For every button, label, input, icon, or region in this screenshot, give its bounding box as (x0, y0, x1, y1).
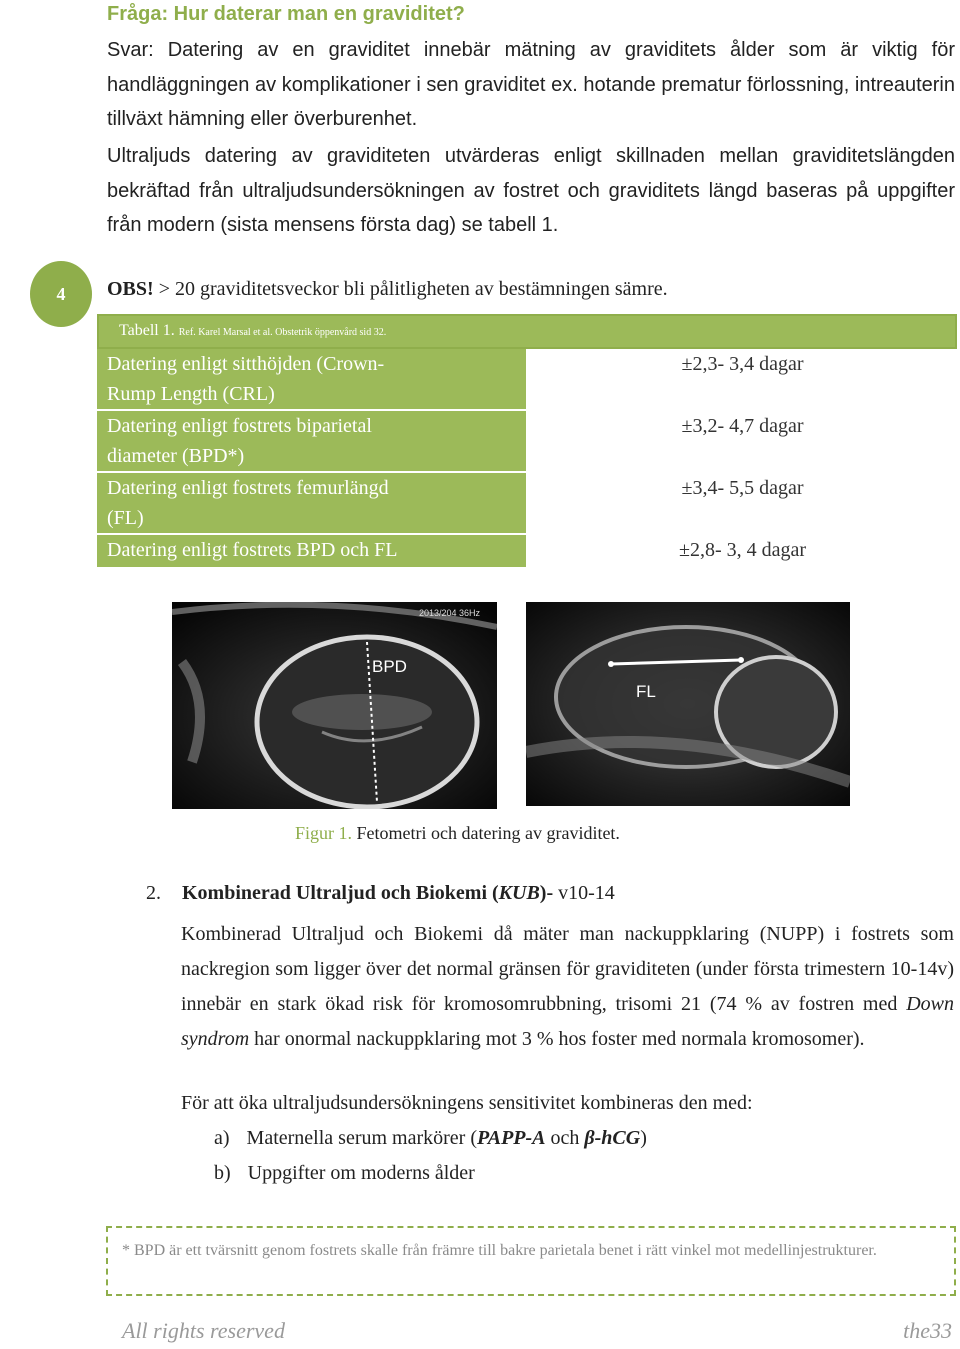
section-number: 2. (146, 882, 161, 904)
table-cell-accuracy: ±3,4- 5,5 dagar (528, 473, 957, 533)
figure-caption-text: Fetometri och datering av graviditet. (352, 823, 620, 843)
table-reference: Ref. Karel Marsal et al. Obstetrik öppenvård sid 32. (178, 327, 387, 338)
ultrasound-paragraph: Ultraljuds datering av graviditeten utvärderas enligt skillnaden mellan graviditetslängden bekräftad från ultraljudsundersökningen av fostret och graviditets längd baseras på uppgifter från modern (sista mensens första dag) se tabell 1. (107, 145, 955, 237)
footer-brand: the33 (903, 1318, 952, 1343)
bpd-label: BPD (372, 657, 407, 676)
section-title-b: )- (539, 882, 554, 904)
table-cell-line: (FL) (107, 507, 144, 529)
table-caption (119, 322, 386, 340)
combine-line: För att öka ultraljudsundersökningens sensitivitet kombineras den med: (181, 1092, 753, 1114)
list-text-och: och (545, 1127, 585, 1149)
section-body-italic: Down syndrom (181, 993, 954, 1050)
figure-caption (295, 823, 620, 844)
table-cell-line: Datering enligt fostrets biparietal (107, 415, 372, 437)
list-text: Uppgifter om moderns ålder (247, 1162, 475, 1184)
table-cell-line: Datering enligt sitthöjden (Crown- (107, 353, 385, 375)
question-heading: Fråga: Hur daterar man en graviditet? (107, 3, 465, 25)
answer-paragraph: Svar: Datering av en graviditet innebär mätning av graviditets ålder som är viktig för handläggningen av komplikationer i sen graviditet ex. hotande prematur förlossning, intreauterin tillväxt hämning eller överburenhet. (107, 39, 955, 131)
footnote-text: * BPD är ett tvärsnitt genom fostrets skalle från främre till bakre parietala benet i rätt vinkel mot medellinjestrukturer. (122, 1242, 877, 1259)
table-cell-method (97, 349, 526, 409)
section-title-c: v10-14 (553, 882, 615, 904)
footnote-box (106, 1226, 956, 1296)
section-title-a: Kombinerad Ultraljud och Biokemi ( (182, 882, 499, 904)
section-body-part1: Kombinerad Ultraljud och Biokemi då mäter man nackuppklaring (NUPP) i fostrets som nackregion som ligger över det normal gränsen för graviditeten (under första trimestern 10-14v) innebär en stark ökad risk för kromosomrubbning, trisomi 21 (74 % av fostren med (181, 923, 954, 1015)
list-item-b (214, 1162, 475, 1185)
table-cell-line: diameter (BPD*) (107, 445, 245, 467)
fl-ultrasound-image (526, 602, 850, 806)
dating-table (97, 314, 957, 569)
table-cell-method (97, 473, 526, 533)
table-row (97, 349, 957, 409)
table-row (97, 473, 957, 533)
table-caption-bar (97, 314, 957, 349)
section-body-part2: har onormal nackuppklaring mot 3 % hos foster med normala kromosomer). (249, 1028, 865, 1050)
papp-a-text: PAPP-A (477, 1127, 546, 1149)
obs-label: OBS! (107, 278, 154, 300)
hcg-text: β-hCG (584, 1127, 641, 1149)
section-body (181, 917, 954, 1057)
table-cell-method (97, 411, 526, 471)
obs-note (107, 278, 668, 301)
table-cell-line: Datering enligt fostrets femurlängd (107, 477, 389, 499)
table-row (97, 535, 957, 567)
obs-text: > 20 graviditetsveckor bli pålitligheten av bestämningen sämre. (153, 278, 668, 300)
table-cell-method: Datering enligt fostrets BPD och FL (97, 535, 526, 567)
image-header-text: 2013/204 36Hz (419, 608, 481, 618)
list-text-close: ) (640, 1127, 647, 1149)
table-cell-line: Rump Length (CRL) (107, 383, 275, 405)
footer-copyright: All rights reserved (122, 1318, 285, 1343)
fl-label: FL (636, 682, 656, 701)
list-marker: a) (214, 1127, 230, 1149)
table-row (97, 411, 957, 471)
page-number: 4 (56, 283, 66, 304)
section-title (146, 882, 615, 905)
table-cell-accuracy: ±2,8- 3, 4 dagar (528, 535, 957, 567)
list-item-a (214, 1127, 647, 1150)
table-cell-accuracy: ±3,2- 4,7 dagar (528, 411, 957, 471)
table-caption-title: Tabell 1. (119, 322, 175, 339)
figure-caption-lead: Figur 1. (295, 823, 353, 843)
bpd-ultrasound-image (172, 602, 497, 809)
table-cell-accuracy: ±2,3- 3,4 dagar (528, 349, 957, 409)
list-marker: b) (214, 1162, 231, 1184)
list-text: Maternella serum markörer ( (246, 1127, 477, 1149)
section-title-kub: KUB (498, 882, 540, 904)
page-number-badge (30, 261, 92, 327)
